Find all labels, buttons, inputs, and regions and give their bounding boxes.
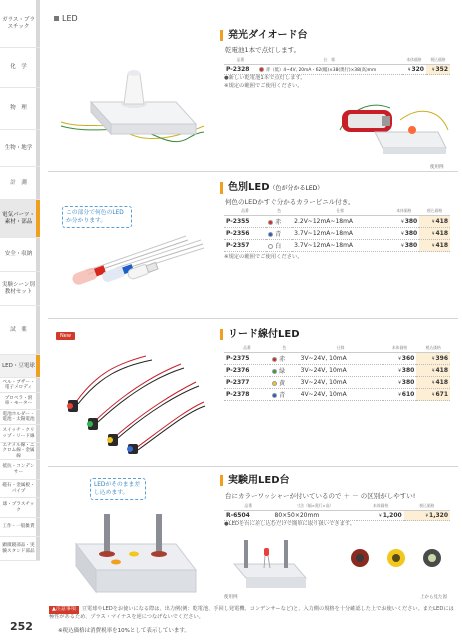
sidebar-tab[interactable] [0, 410, 40, 425]
sidebar-tab-label: 安全・収納 [4, 251, 33, 258]
color-dot [272, 393, 277, 398]
taxed-price-value: 671 [435, 391, 448, 398]
tab-indicator [36, 238, 40, 271]
color-name: 黄 [279, 380, 286, 387]
header-cell: 本体価格 [357, 502, 403, 511]
taxed-price-cell: ¥1,320 [404, 511, 450, 521]
product-code: P-2355 [224, 216, 266, 228]
header-cell: 色 [266, 207, 292, 216]
table-row [224, 228, 450, 240]
product-code: P-2328 [224, 65, 257, 75]
spec-table [224, 502, 450, 521]
sidebar-tab[interactable] [0, 460, 40, 480]
color-dot [259, 67, 264, 72]
caution-notice [49, 606, 454, 622]
price-cell: ¥380 [383, 365, 417, 377]
spec-table [224, 344, 450, 401]
sidebar-tab[interactable] [0, 0, 40, 48]
sidebar-tab-label: 磁石・金属板・パイプ [2, 483, 35, 494]
sidebar-tab[interactable] [0, 443, 40, 460]
header-cell: 本体価格 [402, 56, 426, 65]
sidebar-tab[interactable] [0, 498, 40, 518]
price-value: 610 [401, 391, 415, 398]
section-subtitle: 乾電池1本で点灯します。 [225, 46, 301, 54]
section-divider [48, 466, 458, 467]
note-line: ※規定の範囲でご使用ください。 [224, 82, 303, 89]
spec-table [224, 56, 450, 75]
sidebar-tab-label: 化 学 [10, 64, 27, 71]
tab-indicator [36, 443, 40, 459]
section-subtitle: 台にカラーワッシャーが付いているので ＋ － の区別がしやすい! [225, 492, 416, 500]
sidebar-tab-label: 実験シーン別教材セット [2, 281, 35, 295]
spec-text: 赤（低）4~4V, 20mA・62(幅)×38(奥行)×38(高)mm [265, 67, 377, 73]
header-cell: 仕 様 [257, 56, 402, 65]
header-label: LED [62, 14, 78, 23]
price-cell: ¥380 [388, 216, 419, 228]
spec-cell: 3V~24V, 10mA [299, 353, 383, 365]
header-cell: 税込価格 [404, 502, 450, 511]
taxed-price-value: 396 [435, 355, 448, 362]
tab-indicator [36, 200, 40, 237]
color-cell [270, 353, 299, 365]
section-divider [48, 171, 458, 172]
sidebar-tab-label: ガラス・プラスチック [2, 16, 35, 30]
sidebar-tab-label: 工作・一般雑貨 [2, 524, 35, 530]
sidebar-tab-label: 生物・地学 [4, 144, 33, 151]
tab-indicator [36, 272, 40, 305]
header-cell: 寸法（幅×奥行×高） [273, 502, 358, 511]
color-name: 赤 [275, 219, 282, 226]
header-cell: 品番 [224, 207, 266, 216]
taxed-price-value: 418 [435, 379, 448, 386]
taxed-price-cell: ¥396 [416, 353, 450, 365]
lead-wire-led-photo [56, 344, 206, 456]
tab-indicator [36, 498, 40, 517]
table-row [224, 240, 450, 252]
sidebar-tab[interactable] [0, 306, 40, 355]
tab-indicator [36, 88, 40, 129]
sidebar-tab-label: 電池ホルダー・電池・太陽電池 [2, 411, 35, 422]
header-cell: 税込価格 [426, 56, 450, 65]
sidebar-tab[interactable] [0, 48, 40, 88]
top-view-photo [340, 536, 452, 582]
tab-indicator [36, 425, 40, 442]
section-divider [48, 318, 458, 319]
product-code: P-2378 [224, 389, 270, 401]
sidebar-tab[interactable] [0, 167, 40, 200]
spec-cell: 2.2V~12mA~18mA [292, 216, 388, 228]
page-header [54, 14, 78, 23]
taxed-price-value: 418 [435, 367, 448, 374]
color-cell [266, 216, 292, 228]
color-name: 緑 [279, 368, 286, 375]
note-line: ●LEDを台に差し込むだけで簡単に取り扱いできます。 [224, 521, 356, 527]
header-cell: 色 [270, 344, 299, 353]
color-dot [272, 381, 277, 386]
price-value: 380 [401, 367, 415, 374]
product-code: P-2377 [224, 377, 270, 389]
sidebar-tab-label: プロペラ・滑車・モーター [4, 395, 33, 406]
table-row [224, 511, 450, 521]
sidebar-tab[interactable] [0, 88, 40, 130]
section-notes [224, 75, 344, 91]
taxed-price-value: 418 [435, 218, 448, 225]
taxed-price-cell: ¥418 [419, 228, 450, 240]
price-value: 380 [404, 218, 418, 225]
product-code: P-2356 [224, 228, 266, 240]
color-callout: この部分で何色のLEDか分かります。 [62, 206, 132, 228]
color-cell [266, 228, 292, 240]
table-row [224, 353, 450, 365]
section-title: リード線付LED [220, 329, 300, 340]
section-title [220, 182, 323, 194]
sidebar-tab-label: ベル・ブザー・電子メロディ [2, 379, 35, 390]
title-text: 色別LED [228, 182, 270, 193]
spec-cell: 4V~24V, 10mA [299, 389, 383, 401]
table-row [224, 65, 450, 75]
price-value: 380 [404, 242, 418, 249]
product-code: P-2376 [224, 365, 270, 377]
sidebar-tab-label: 電気パーツ・素材・部品 [2, 211, 35, 225]
photo-caption-right: 上から見た図 [420, 595, 447, 600]
note-line: ※規定の範囲でご使用ください。 [224, 254, 303, 260]
taxed-price-value: 418 [435, 242, 448, 249]
spec-table [224, 207, 450, 252]
tax-footnote: ※税込価格は消費税率を10%として表示しています。 [58, 628, 190, 634]
price-value: 380 [401, 379, 415, 386]
header-cell: 本体価格 [383, 344, 417, 353]
taxed-price-cell: ¥671 [416, 389, 450, 401]
tab-indicator [36, 480, 40, 497]
taxed-price-cell: ¥418 [419, 216, 450, 228]
usage-example-photo [330, 90, 452, 168]
price-cell: ¥1,200 [357, 511, 403, 521]
tab-indicator [36, 48, 40, 87]
sidebar-tab-label: 物 理 [10, 105, 27, 112]
taxed-price-cell: ¥418 [416, 377, 450, 389]
spec-cell: 3V~24V, 10mA [299, 377, 383, 389]
sidebar-tab[interactable] [0, 355, 40, 378]
color-name: 青 [275, 231, 282, 238]
price-cell: ¥360 [383, 353, 417, 365]
table-row [224, 389, 450, 401]
taxed-price-value: 418 [435, 230, 448, 237]
sidebar-tab-label: 計 測 [10, 179, 27, 186]
section-title: 発光ダイオード台 [220, 30, 308, 41]
price-value: 380 [404, 230, 418, 237]
header-cell: 品番 [224, 502, 273, 511]
sidebar-tab-label: 球・プラスチック [2, 502, 35, 513]
sidebar-tab[interactable] [0, 272, 40, 306]
insert-callout: LEDがそのまま差し込めます。 [90, 478, 146, 500]
tab-indicator [36, 537, 40, 560]
price-cell: ¥380 [388, 228, 419, 240]
tab-indicator [36, 460, 40, 479]
price-value: 320 [411, 66, 424, 73]
sidebar-tab-label: スイッチ・クリップ・リード線 [2, 428, 35, 439]
tab-indicator [36, 306, 40, 354]
color-cell [270, 365, 299, 377]
spec-cell: 3V~24V, 10mA [299, 365, 383, 377]
page-number: 252 [10, 620, 33, 633]
taxed-price-value: 1,320 [429, 512, 448, 519]
color-name: 白 [275, 243, 282, 250]
tab-indicator [36, 130, 40, 166]
header-cell: 税込価格 [419, 207, 450, 216]
taxed-price-cell: ¥418 [416, 365, 450, 377]
color-dot [268, 244, 273, 249]
taxed-price-cell: ¥352 [426, 65, 450, 75]
caution-label: ▲注意事項 [49, 606, 79, 614]
tab-indicator [36, 378, 40, 392]
note-line: ●新しい乾電池1本で点灯します。 [224, 75, 306, 81]
sidebar-tab[interactable] [0, 238, 40, 272]
price-cell: ¥380 [383, 377, 417, 389]
product-code: P-2357 [224, 240, 266, 252]
sidebar-tab[interactable] [0, 537, 40, 561]
product-code: P-2375 [224, 353, 270, 365]
header-cell: 本体価格 [388, 207, 419, 216]
table-row [224, 365, 450, 377]
table-row [224, 377, 450, 389]
table-row [224, 216, 450, 228]
sidebar-tab-label: 抵抗・コンデンサー [2, 464, 35, 475]
header-cell: 品番 [224, 56, 257, 65]
usage-photo [224, 534, 314, 592]
led-stand-photo [56, 52, 206, 152]
price-cell: ¥380 [388, 240, 419, 252]
tab-indicator [36, 167, 40, 199]
spec-cell: 3.7V~12mA~18mA [292, 228, 388, 240]
square-icon [54, 16, 59, 21]
color-dot [268, 220, 273, 225]
price-value: 1,200 [382, 512, 402, 519]
sidebar-tab[interactable] [0, 518, 40, 537]
sidebar-tab[interactable] [0, 393, 40, 410]
section-notes [224, 254, 303, 262]
category-sidebar [0, 0, 40, 644]
color-name: 青 [279, 392, 286, 399]
taxed-price-value: 352 [435, 66, 448, 73]
sidebar-tab[interactable] [0, 130, 40, 167]
title-small: （色が分かるLED） [269, 185, 324, 192]
header-cell: 仕様 [292, 207, 388, 216]
tab-indicator [36, 355, 40, 377]
product-code: R-6504 [224, 511, 273, 521]
section-notes [224, 521, 355, 529]
header-cell: 仕様 [299, 344, 383, 353]
spec-cell: 3.7V~12mA~18mA [292, 240, 388, 252]
color-dot [272, 357, 277, 362]
price-cell: ¥320 [402, 65, 426, 75]
spec-cell: 80×50×20mm [273, 511, 358, 521]
tab-indicator [36, 410, 40, 424]
taxed-price-cell: ¥418 [419, 240, 450, 252]
color-dot [268, 232, 273, 237]
photo-caption-left: 使用例 [224, 595, 238, 600]
sidebar-tab[interactable] [0, 480, 40, 498]
tab-indicator [36, 393, 40, 409]
sidebar-tab[interactable] [0, 378, 40, 393]
section-title: 実験用LED台 [220, 475, 290, 486]
color-cell [270, 389, 299, 401]
caution-text: 豆電球やLEDをお使いになる際は、出力例(例：乾電池、手回し発電機、コンデンサーなど)と、入力側の規格を十分確認した上でお使いください。またLEDには極性があるため、プラス・マイナスを逆につなげないでください。 [49, 606, 454, 620]
sidebar-tab-label: 顕微鏡部品・実験スタンド部品 [2, 543, 35, 554]
sidebar-tab-label: エナメル線・ニクロム線・金属線 [2, 442, 35, 459]
section-subtitle: 何色のLEDかすぐ分かるカラービニル付き。 [225, 198, 355, 206]
header-cell: 品番 [224, 344, 270, 353]
spec-cell [257, 65, 402, 75]
color-cell [266, 240, 292, 252]
price-cell: ¥610 [383, 389, 417, 401]
photo-caption: 使用例 [430, 165, 444, 170]
sidebar-tab[interactable] [0, 425, 40, 443]
color-name: 赤 [279, 356, 286, 363]
sidebar-tab[interactable] [0, 200, 40, 238]
tab-indicator [36, 0, 40, 47]
sidebar-tab-label: 試 薬 [10, 326, 27, 333]
color-cell [270, 377, 299, 389]
tab-indicator [36, 518, 40, 536]
header-cell: 税込価格 [416, 344, 450, 353]
color-dot [272, 369, 277, 374]
sidebar-tab-label: LED・豆電球 [2, 362, 35, 369]
new-badge: New [56, 332, 75, 340]
price-value: 360 [401, 355, 415, 362]
